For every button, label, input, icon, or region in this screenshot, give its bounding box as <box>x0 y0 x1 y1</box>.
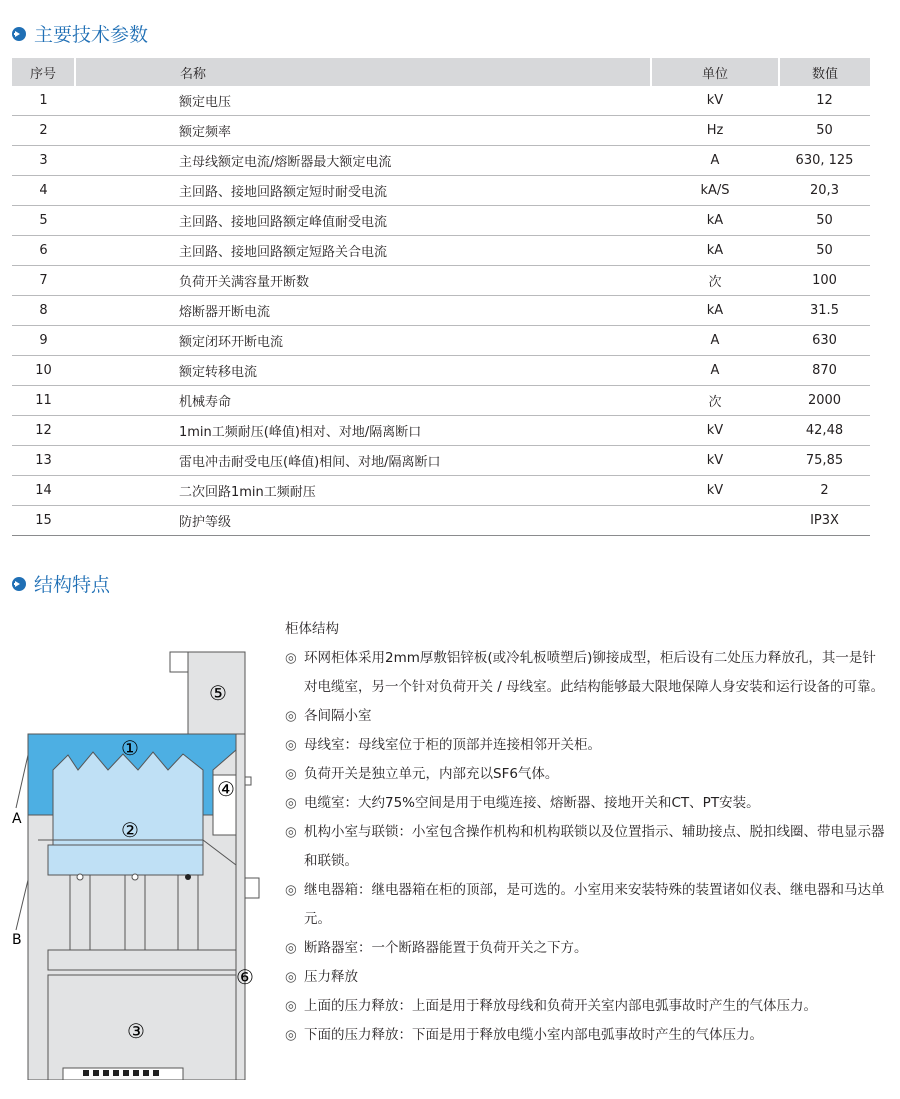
cell-index: 12 <box>12 416 75 446</box>
cell-index: 8 <box>12 296 75 326</box>
table-row <box>12 86 870 116</box>
circle-bullet-icon: ◎ <box>285 882 297 898</box>
cell-index: 2 <box>12 116 75 146</box>
structure-item-text: 下面的压力释放：下面是用于释放电缆小室内部电弧事故时产生的气体压力。 <box>304 1027 763 1043</box>
arrow-circle-icon <box>12 577 26 591</box>
structure-list <box>285 644 885 1050</box>
cell-index: 15 <box>12 506 75 536</box>
circle-bullet-icon: ◎ <box>285 969 297 985</box>
fuse-tube <box>178 875 198 950</box>
fuse-tube <box>125 875 145 950</box>
cell-index: 7 <box>12 266 75 296</box>
cell-name: 主回路、接地回路额定短时耐受电流 <box>75 176 651 206</box>
cell-name: 额定频率 <box>75 116 651 146</box>
table-row <box>12 206 870 236</box>
cell-value: 42,48 <box>779 416 870 446</box>
table-row <box>12 116 870 146</box>
table-row <box>12 476 870 506</box>
label-3: ③ <box>127 1019 145 1043</box>
cell-unit: A <box>651 146 779 176</box>
table-row <box>12 326 870 356</box>
table-body <box>12 86 870 536</box>
table-row <box>12 356 870 386</box>
cell-name: 主母线额定电流/熔断器最大额定电流 <box>75 146 651 176</box>
cell-unit: kA <box>651 236 779 266</box>
label-b: B <box>12 932 22 948</box>
cell-index: 11 <box>12 386 75 416</box>
cell-unit: kA <box>651 206 779 236</box>
cell-unit: kA/S <box>651 176 779 206</box>
label-a: A <box>12 811 22 827</box>
cell-unit: kV <box>651 476 779 506</box>
cell-name: 主回路、接地回路额定短路关合电流 <box>75 236 651 266</box>
label-1: ① <box>121 736 139 760</box>
circle-bullet-icon: ◎ <box>285 708 297 724</box>
structure-item <box>285 789 885 818</box>
cell-unit: 次 <box>651 386 779 416</box>
label-5: ⑤ <box>209 681 227 705</box>
cell-value: 12 <box>779 86 870 116</box>
structure-item <box>285 702 885 731</box>
cell-name: 额定转移电流 <box>75 356 651 386</box>
header-index: 序号 <box>12 58 75 86</box>
structure-item <box>285 963 885 992</box>
section-title-text: 结构特点 <box>34 574 111 596</box>
cell-index: 13 <box>12 446 75 476</box>
cell-index: 10 <box>12 356 75 386</box>
cell-name: 防护等级 <box>75 506 651 536</box>
circle-bullet-icon: ◎ <box>285 737 297 753</box>
header-name: 名称 <box>75 58 651 86</box>
circle-bullet-icon: ◎ <box>285 1027 297 1043</box>
cell-name: 额定电压 <box>75 86 651 116</box>
structure-item-text: 压力释放 <box>304 969 358 985</box>
header-value: 数值 <box>779 58 870 86</box>
cell-name: 二次回路1min工频耐压 <box>75 476 651 506</box>
circle-bullet-icon: ◎ <box>285 795 297 811</box>
cell-unit: 次 <box>651 266 779 296</box>
header-unit: 单位 <box>651 58 779 86</box>
cell-name: 熔断器开断电流 <box>75 296 651 326</box>
cell-value: 630, 125 <box>779 146 870 176</box>
circle-bullet-icon: ◎ <box>285 998 297 1014</box>
table-row <box>12 236 870 266</box>
cell-value: 50 <box>779 206 870 236</box>
label-2: ② <box>121 818 139 842</box>
structure-item <box>285 818 885 876</box>
cell-index: 5 <box>12 206 75 236</box>
table-row <box>12 146 870 176</box>
cell-name: 负荷开关满容量开断数 <box>75 266 651 296</box>
cell-unit: A <box>651 326 779 356</box>
cell-value: 870 <box>779 356 870 386</box>
cell-value: 50 <box>779 236 870 266</box>
structure-item <box>285 934 885 963</box>
arrow-circle-icon <box>12 27 26 41</box>
table-row <box>12 386 870 416</box>
table-header-row <box>12 58 870 86</box>
structure-item-text: 断路器室：一个断路器能置于负荷开关之下方。 <box>304 940 588 956</box>
label-6: ⑥ <box>236 965 254 989</box>
cell-index: 1 <box>12 86 75 116</box>
structure-description <box>285 615 885 1050</box>
structure-item-text: 各间隔小室 <box>304 708 372 724</box>
table-row <box>12 506 870 536</box>
relay-box-tab <box>170 652 188 672</box>
table-row <box>12 416 870 446</box>
cell-value: 75,85 <box>779 446 870 476</box>
fuse-tube <box>70 875 90 950</box>
table-row <box>12 266 870 296</box>
cell-name: 额定闭环开断电流 <box>75 326 651 356</box>
cell-value: 2 <box>779 476 870 506</box>
structure-subhead: 柜体结构 <box>285 621 339 637</box>
cell-name: 机械寿命 <box>75 386 651 416</box>
cell-unit: Hz <box>651 116 779 146</box>
table-row <box>12 446 870 476</box>
table-row <box>12 296 870 326</box>
structure-item <box>285 760 885 789</box>
structure-item <box>285 644 885 702</box>
cell-index: 6 <box>12 236 75 266</box>
structure-item <box>285 876 885 934</box>
parameters-table <box>12 58 870 536</box>
cell-unit: kV <box>651 86 779 116</box>
cell-name: 主回路、接地回路额定峰值耐受电流 <box>75 206 651 236</box>
cell-unit <box>651 506 779 536</box>
structure-item <box>285 992 885 1021</box>
table-row <box>12 176 870 206</box>
circle-bullet-icon: ◎ <box>285 650 297 666</box>
fuse-base <box>48 845 203 875</box>
structure-item-text: 母线室：母线室位于柜的顶部并连接相邻开关柜。 <box>304 737 601 753</box>
cell-value: 100 <box>779 266 870 296</box>
cell-value: IP3X <box>779 506 870 536</box>
cell-value: 2000 <box>779 386 870 416</box>
structure-item-text: 机构小室与联锁：小室包含操作机构和机构联锁以及位置指示、辅助接点、脱扣线圈、带电显示器和联锁。 <box>304 824 885 869</box>
label-4: ④ <box>217 777 235 801</box>
cell-index: 9 <box>12 326 75 356</box>
structure-item-text: 继电器箱：继电器箱在柜的顶部，是可选的。小室用来安装特殊的装置诸如仪表、继电器和马达单元。 <box>304 882 885 927</box>
cell-unit: kV <box>651 416 779 446</box>
cell-unit: kV <box>651 446 779 476</box>
cell-name: 1min工频耐压(峰值)相对、对地/隔离断口 <box>75 416 651 446</box>
cell-value: 50 <box>779 116 870 146</box>
cabinet-diagram <box>8 640 278 1080</box>
cell-value: 31.5 <box>779 296 870 326</box>
cell-value: 630 <box>779 326 870 356</box>
cell-unit: A <box>651 356 779 386</box>
circle-bullet-icon: ◎ <box>285 824 297 840</box>
structure-item <box>285 731 885 760</box>
cell-index: 14 <box>12 476 75 506</box>
structure-item-text: 负荷开关是独立单元，内部充以SF6气体。 <box>304 766 559 782</box>
section-title-structure <box>12 570 110 597</box>
cell-value: 20,3 <box>779 176 870 206</box>
structure-item-text: 电缆室：大约75%空间是用于电缆连接、熔断器、接地开关和CT、PT安装。 <box>304 795 760 811</box>
circle-bullet-icon: ◎ <box>285 940 297 956</box>
section-title-parameters <box>12 20 148 47</box>
cell-index: 4 <box>12 176 75 206</box>
section-title-text: 主要技术参数 <box>34 24 149 46</box>
structure-item-text: 上面的压力释放：上面是用于释放母线和负荷开关室内部电弧事故时产生的气体压力。 <box>304 998 817 1014</box>
cell-index: 3 <box>12 146 75 176</box>
cell-name: 雷电冲击耐受电压(峰值)相间、对地/隔离断口 <box>75 446 651 476</box>
structure-item-text: 环网柜体采用2mm厚敷铝锌板(或冷轧板喷塑后)铆接成型，柜后设有二处压力释放孔，其一是针对电缆室，另一个针对负荷开关 / 母线室。此结构能够最大限地保障人身安装和运行设备的可靠。 <box>304 650 885 695</box>
cell-unit: kA <box>651 296 779 326</box>
circle-bullet-icon: ◎ <box>285 766 297 782</box>
structure-item <box>285 1021 885 1050</box>
